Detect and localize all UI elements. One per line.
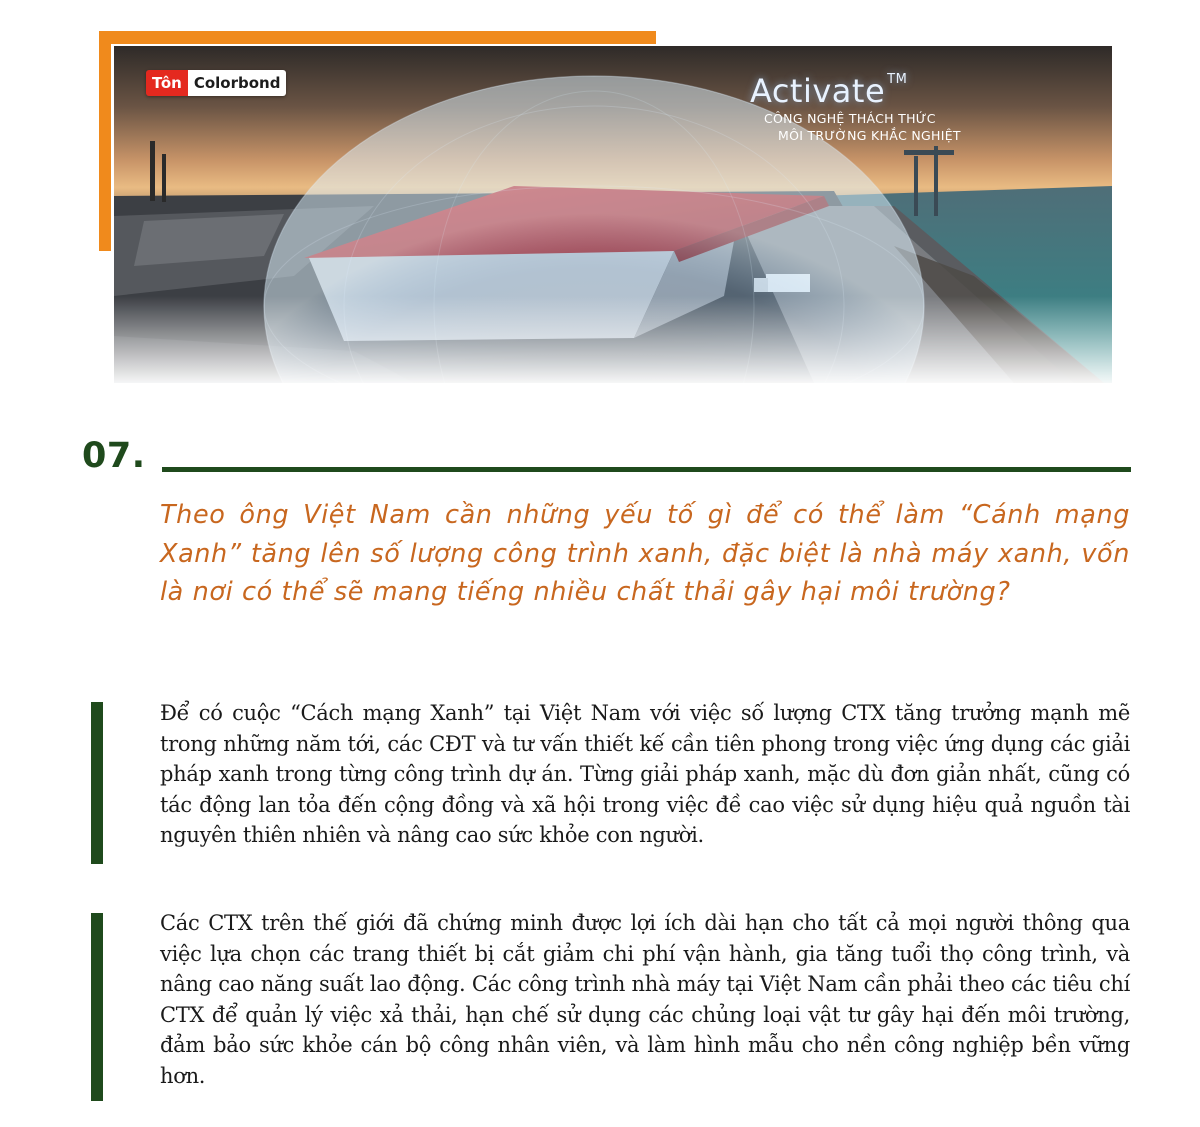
brand-logo-left: Tôn — [146, 70, 188, 96]
brand-logo-right: Colorbond — [188, 70, 287, 96]
tagline-line-1: CÔNG NGHỆ THÁCH THỨC — [764, 111, 936, 126]
product-tagline — [750, 110, 1050, 144]
tonbond-logo — [146, 70, 286, 96]
answer-paragraph-2: Các CTX trên thế giới đã chứng minh được lợi ích dài hạn cho tất cả mọi người thông qua việc lựa chọn các trang thiết bị cắt giảm chi phí vận hành, gia tăng tuổi thọ công trình, và nâng cao năng suất lao động. Các công trình nhà máy tại Việt Nam cần phải theo các tiêu chí CTX để quản lý việc xả thải, hạn chế sử dụng các chủng loại vật tư gây hại đến môi trường, đảm bảo sức khỏe cán bộ công nhân viên, và làm hình mẫu cho nền công nghiệp bền vững hơn. — [160, 911, 1130, 1088]
question-text: Theo ông Việt Nam cần những yếu tố gì để có thể làm “Cánh mạng Xanh” tăng lên số lượng công trình xanh, đặc biệt là nhà máy xanh, vốn là nơi có thể sẽ mang tiếng nhiều chất thải gây hại môi trường? — [160, 500, 1130, 607]
product-name: Activate — [750, 72, 886, 110]
activate-wordmark — [750, 72, 1050, 144]
paragraph-accent-bar — [91, 702, 103, 864]
hero-banner-image — [114, 46, 1112, 383]
answer-paragraph-1: Để có cuộc “Cách mạng Xanh” tại Việt Nam với việc số lượng CTX tăng trưởng mạnh mẽ trong những năm tới, các CĐT và tư vấn thiết kế cần tiên phong trong việc ứng dụng các giải pháp xanh trong từng công trình dự án. Từng giải pháp xanh, mặc dù đơn giản nhất, cũng có tác động lan tỏa đến cộng đồng và xã hội trong việc đề cao việc sử dụng hiệu quả nguồn tài nguyên thiên nhiên và nâng cao sức khỏe con người. — [160, 701, 1130, 848]
heading-rule — [162, 467, 1131, 472]
paragraph-accent-bar — [91, 913, 103, 1101]
trademark-mark: TM — [887, 72, 908, 87]
tagline-line-2: MÔI TRƯỜNG KHẮC NGHIỆT — [778, 128, 961, 143]
question-number: 07. — [82, 436, 146, 476]
